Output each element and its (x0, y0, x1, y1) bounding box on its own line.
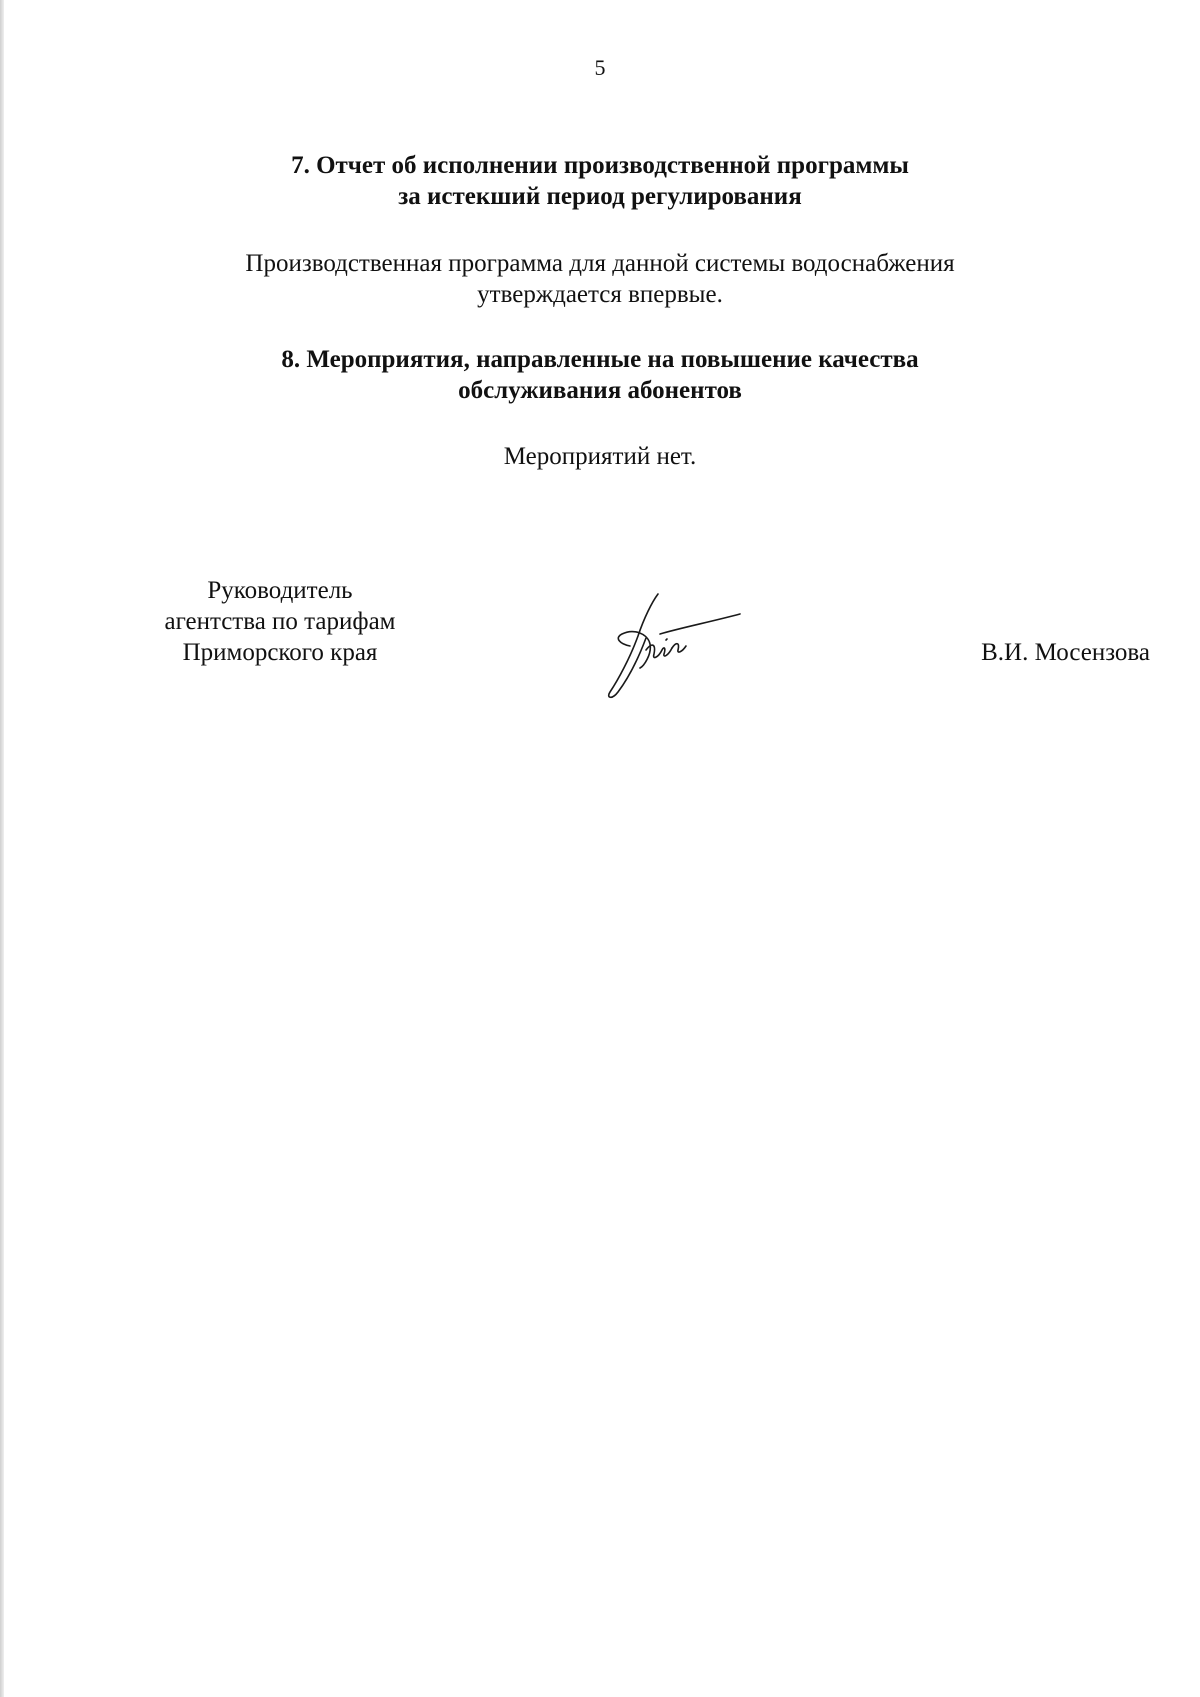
signatory-position-line-2: агентства по тарифам (164, 608, 396, 635)
section-7-heading-line-1: 7. Отчет об исполнении производственной программы (291, 152, 909, 179)
signatory-position (130, 575, 430, 668)
handwritten-signature (600, 588, 770, 703)
signatory-name: В.И. Мосензова (981, 639, 1150, 666)
page-number: 5 (594, 55, 606, 80)
signatory-position-line-3: Приморского края (182, 639, 378, 666)
section-7-text-line-1: Производственная программа для данной системы водоснабжения (245, 250, 955, 277)
section-8-text (0, 441, 1200, 472)
section-8-heading-line-1: 8. Мероприятия, направленные на повышение качества (281, 346, 919, 373)
section-8-heading-line-2: обслуживания абонентов (458, 377, 742, 404)
section-7-text (0, 248, 1200, 310)
section-7-text-line-2: утверждается впервые. (477, 281, 723, 308)
signatory-position-line-1: Руководитель (207, 577, 353, 604)
section-7-heading (0, 150, 1200, 212)
section-8-heading (0, 344, 1200, 406)
section-8-text-line: Мероприятий нет. (503, 443, 697, 470)
section-7-heading-line-2: за истекший период регулирования (398, 183, 802, 210)
